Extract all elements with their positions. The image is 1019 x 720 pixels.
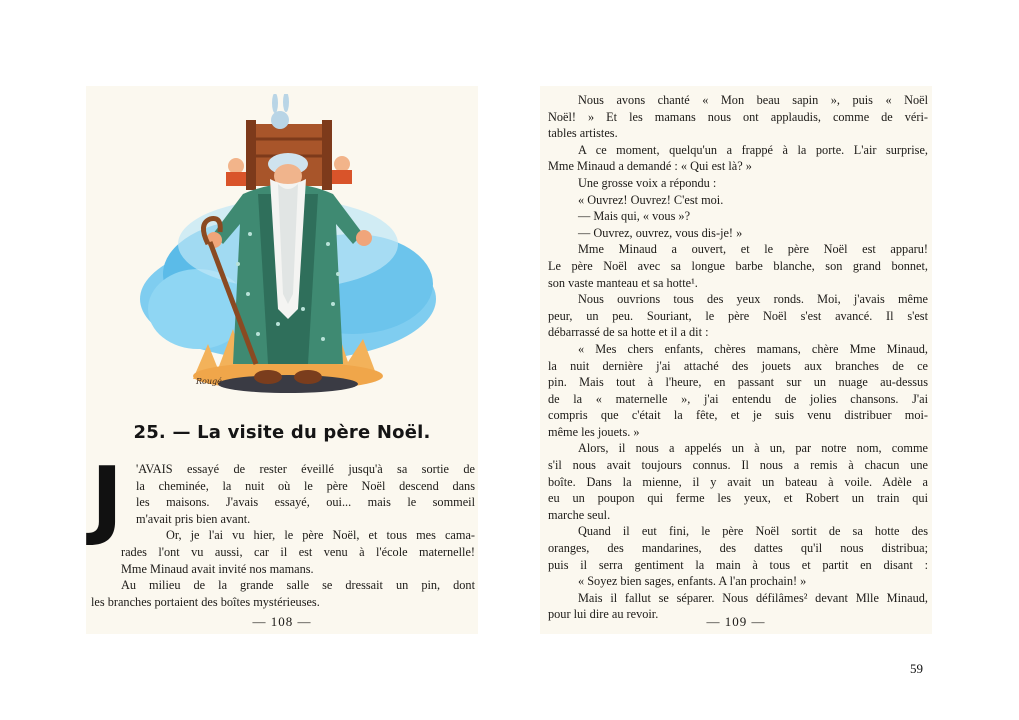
- text-line: Une grosse voix a répondu :: [578, 175, 717, 190]
- text-line: pour lui dire au revoir.: [548, 607, 659, 622]
- drop-cap-paragraph: [91, 449, 475, 549]
- text-line: puis il serra gentiment la main à tous et partit en disant :: [548, 557, 928, 572]
- left-body-text: [91, 449, 475, 610]
- text-line: même les jouets. »: [548, 424, 640, 439]
- text-line: la nuit dernière j'ai attaché des jouets aux branches de ce: [548, 358, 928, 373]
- text-line: Mais il fallut se séparer. Nous défilâmes² devant Mlle Minaud,: [578, 590, 928, 605]
- folio-right: — 109 —: [706, 614, 766, 629]
- text-line: Mme Minaud a demandé : « Qui est là? »: [548, 159, 752, 174]
- right-page: [540, 86, 932, 634]
- text-line: oranges, des mandarines, des dattes qu'il nous distribua;: [548, 541, 928, 556]
- doll-right: [332, 156, 352, 184]
- text-line: s'il nous avait toujours connus. Il nous a remis à chacun une: [548, 458, 928, 473]
- santa-foot-right: [294, 370, 322, 384]
- text-line: boîte. Dans la mienne, il y avait un bateau à voile. Adèle a: [548, 474, 928, 489]
- left-page: [86, 86, 478, 634]
- right-body-text: [548, 92, 928, 623]
- folio-left: — 108 —: [252, 614, 312, 629]
- ground-shadow: [218, 375, 358, 393]
- text-line: m'avait pris bien avant.: [136, 511, 251, 526]
- text-line: rades l'ont vu aussi, car il est venu à l'école maternelle!: [121, 544, 475, 559]
- text-line: Quand il eut fini, le père Noël sortit de sa hotte des: [578, 524, 928, 539]
- rabbit-toy: [271, 94, 289, 129]
- text-line: marche seul.: [548, 507, 611, 522]
- santa-foot-left: [254, 370, 282, 384]
- santa-illustration: [138, 94, 438, 399]
- text-line: tables artistes.: [548, 126, 618, 141]
- text-line: Au milieu de la grande salle se dressait un pin, dont: [121, 578, 475, 593]
- text-line: Le père Noël avec sa longue barbe blanche, son grand bonnet,: [548, 258, 928, 273]
- text-line: débarrassé de sa hotte et il a dit :: [548, 325, 709, 340]
- text-line: Mme Minaud a ouvert, et le père Noël est apparu!: [578, 242, 928, 257]
- santa-hand-right: [356, 230, 372, 246]
- text-line: « Mes chers enfants, chères mamans, chère Mme Minaud,: [578, 341, 928, 356]
- artist-signature: Rougé: [196, 377, 222, 386]
- page-number: 59: [910, 661, 923, 676]
- text-line: son vaste manteau et sa hotte¹.: [548, 275, 698, 290]
- chapter-title: 25. — La visite du père Noël.: [133, 422, 431, 443]
- text-line: Or, je l'ai vu hier, le père Noël, et tous mes cama-: [166, 528, 475, 543]
- text-line: Noël! » Et les mamans nous ont applaudis, comme de véri-: [548, 109, 928, 124]
- text-line: « Ouvrez! Ouvrez! C'est moi.: [578, 192, 724, 207]
- text-line: Alors, il nous a appelés un à un, par notre nom, comme: [578, 441, 928, 456]
- text-line: Nous avons chanté « Mon beau sapin », puis « Noël: [578, 93, 928, 107]
- text-line: 'AVAIS essayé de rester éveillé jusqu'à sa sortie de: [136, 462, 475, 476]
- text-line: pin. Mais tout à l'heure, en passant sur un nuage au-dessus: [548, 375, 928, 390]
- doll-left: [226, 158, 246, 186]
- text-line: de la « maternelle », j'ai entendu de jolies chansons. J'ai: [548, 391, 928, 406]
- text-line: peur, un peu. Souriant, le père Noël s'est avancé. Il s'est: [548, 308, 928, 323]
- drop-cap: J: [91, 449, 123, 549]
- text-line: A ce moment, quelqu'un a frappé à la porte. L'air surprise,: [578, 142, 928, 157]
- text-line: les maisons. J'avais essayé, oui... mais le sommeil: [136, 495, 475, 510]
- text-line: Nous ouvrions tous des yeux ronds. Moi, j'avais même: [578, 292, 928, 307]
- text-line: « Soyez bien sages, enfants. A l'an prochain! »: [578, 574, 807, 589]
- text-line: — Mais qui, « vous »?: [578, 209, 691, 224]
- text-line: la cheminée, la nuit où le père Noël descend dans: [136, 478, 475, 493]
- text-line: compris que c'était la fête, et je suis venu distribuer moi-: [548, 408, 928, 423]
- text-line: Mme Minaud avait invité nos mamans.: [121, 561, 314, 576]
- text-line: — Ouvrez, ouvrez, vous dis-je! »: [578, 225, 743, 240]
- text-line: eu un poupon qui ferme les yeux, et Robert un train qui: [548, 491, 928, 506]
- text-line: les branches portaient des boîtes mystérieuses.: [91, 594, 320, 609]
